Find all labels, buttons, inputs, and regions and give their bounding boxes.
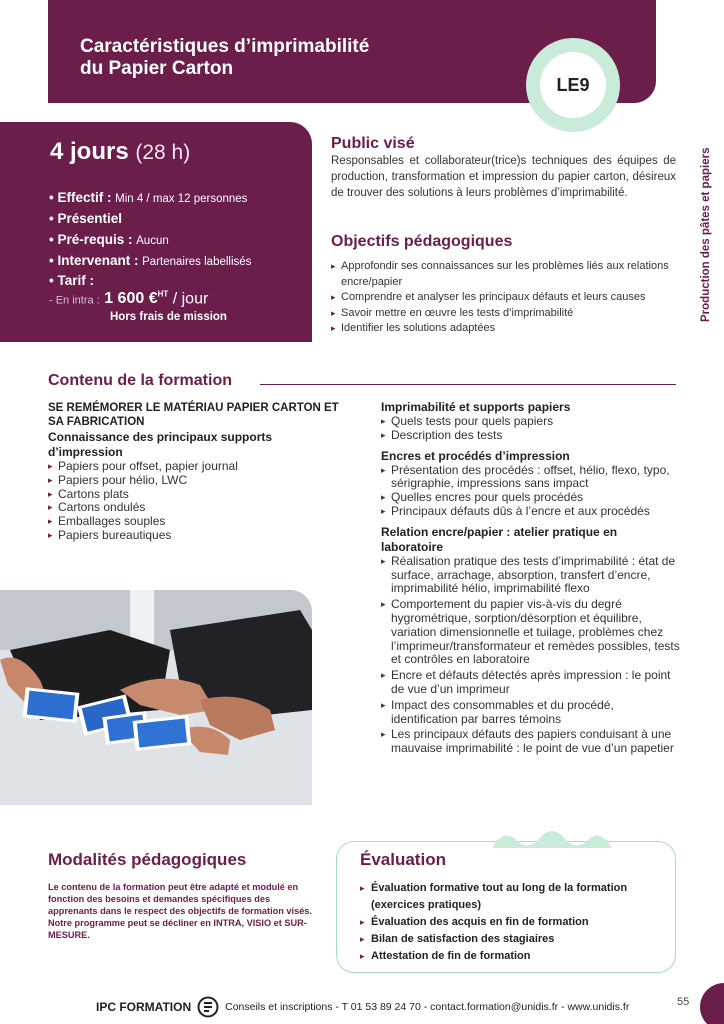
supports-list [48,460,348,543]
list-item: ▸ Quelles encres pour quels procédés [381,491,681,505]
contenu-title: Contenu de la formation [48,372,232,389]
subsection-heading: Relation encre/papier : atelier pratique en laboratoire [381,524,618,554]
presentiel-line: • Présentiel [49,211,123,226]
contenu-right-column [381,400,681,758]
list-item: ▸ Présentation des procédés : offset, hélio, flexo, typo, sérigraphie, impressions sans impact [381,464,681,492]
public-title: Public visé [331,135,415,152]
modalites-title: Modalités pédagogiques [48,850,247,869]
list-item: ▸ Les principaux défauts des papiers conduisant à une mauvaise imprimabilité : le point de vue d’un papetier [381,728,681,756]
list-item: ▸ Comprendre et analyser les principaux défauts et leurs causes [331,290,676,306]
photo-illustration [0,590,312,805]
list-item: ▸ Emballages souples [48,515,348,529]
public-text: Responsables et collaborateur(trice)s techniques des équipes de production, transformation et impression du papier carton, désireux de trouver des solutions à leurs problèmes d’imprimabilité. [331,155,676,199]
price-value: 1 600 €$^{HT}$ [104,290,169,308]
list-item: ▸ Attestation de fin de formation [360,948,660,965]
list-item: ▸ Impact des consommables et du procédé, identification par barres témoins [381,699,681,727]
subsection-heading: Connaissance des principaux supports d’impression [48,430,273,459]
list-item: ▸ Bilan de satisfaction des stagiaires [360,931,660,948]
wave-decoration [492,826,612,852]
objectifs-list [331,259,676,337]
list-item: ▸ Papiers bureautiques [48,529,348,543]
effectif-line: • Effectif : Min 4 / max 12 personnes [49,190,248,205]
list-item: ▸ Évaluation formative tout au long de la formation (exercices pratiques) [360,880,660,914]
list-item: ▸ Papiers pour hélio, LWC [48,474,348,488]
list-item: ▸ Identifier les solutions adaptées [331,321,676,337]
corner-decoration [700,983,724,1024]
title-line-1: Caractéristiques d’imprimabilité [80,36,370,57]
evaluation-list [360,880,660,965]
title-line-2: du Papier Carton [80,58,234,79]
list-item: ▸ Cartons plats [48,488,348,502]
training-photo [0,590,312,805]
contenu-left-column [48,401,348,543]
course-code-badge: LE9 [540,52,606,118]
section-heading: SE REMÉMORER LE MATÉRIAU PAPIER CARTON ET SA FABRICATION [48,402,339,428]
list-item: ▸ Papiers pour offset, papier journal [48,460,348,474]
list-item: ▸ Savoir mettre en œuvre les tests d’imprimabilité [331,306,676,322]
side-category-label: Production des pâtes et papiers [700,147,712,322]
subsection-heading: Imprimabilité et supports papiers [381,400,571,414]
list-item: ▸ Description des tests [381,429,681,443]
modalites-text: Le contenu de la formation peut être adapté et modulé en fonction des besoins et demandes spécifiques des apprenants dans le respect des objectifs de formation visés. Notre programme peut se décliner en INTRA, VISIO et SUR-MESURE. [48,882,312,940]
list-item: ▸ Réalisation pratique des tests d’imprimabilité : état de surface, arrachage, absorption, transfert d’encre, imprimabilité hélio, imprimabilité flexo [381,555,681,596]
prerequis-line: • Pré-requis : Aucun [49,232,169,247]
divider [260,384,676,385]
page-title [80,36,500,80]
footer-contact: Conseils et inscriptions - T 01 53 89 24 70 - contact.formation@unidis.fr - www.unidis.fr [225,1001,630,1013]
duration-hours: (28 h) [135,141,191,164]
list-item: ▸ Encre et défauts détectés après impression : le point de vue d’un imprimeur [381,669,681,697]
evaluation-title: Évaluation [360,850,446,869]
list-item: ▸ Évaluation des acquis en fin de formation [360,914,660,931]
objectifs-title: Objectifs pédagogiques [331,233,513,250]
procedes-list [381,464,681,519]
list-item: ▸ Comportement du papier vis-à-vis du degré hygrométrique, sorption/désorption et équilibre, variation dimensionnelle et tuilage, problèmes chez l’imprimeur/transformateur et remèdes possibles, tests et contrôles en laboratoire [381,598,681,667]
tarif-line: • Tarif : [49,273,94,288]
page-number: 55 [677,996,690,1008]
intervenant-line: • Intervenant : Partenaires labellisés [49,253,252,268]
price-line: - En intra : 1 600 €$^{HT}$ / jour [49,290,209,308]
ipc-logo-icon [197,996,219,1018]
footer-brand: IPC FORMATION [96,1000,192,1014]
list-item: ▸ Approfondir ses connaissances sur les problèmes liés aux relations encre/papier [331,259,676,290]
list-item: ▸ Quels tests pour quels papiers [381,415,681,429]
atelier-list [381,555,681,756]
list-item: ▸ Cartons ondulés [48,501,348,515]
footer [96,996,629,1018]
price-note: Hors frais de mission [110,311,227,323]
list-item: ▸ Principaux défauts dûs à l’encre et aux procédés [381,505,681,519]
subsection-heading: Encres et procédés d’impression [381,448,570,463]
duration-days: 4 jours [50,138,129,165]
tests-list [381,415,681,443]
duration [50,138,190,166]
